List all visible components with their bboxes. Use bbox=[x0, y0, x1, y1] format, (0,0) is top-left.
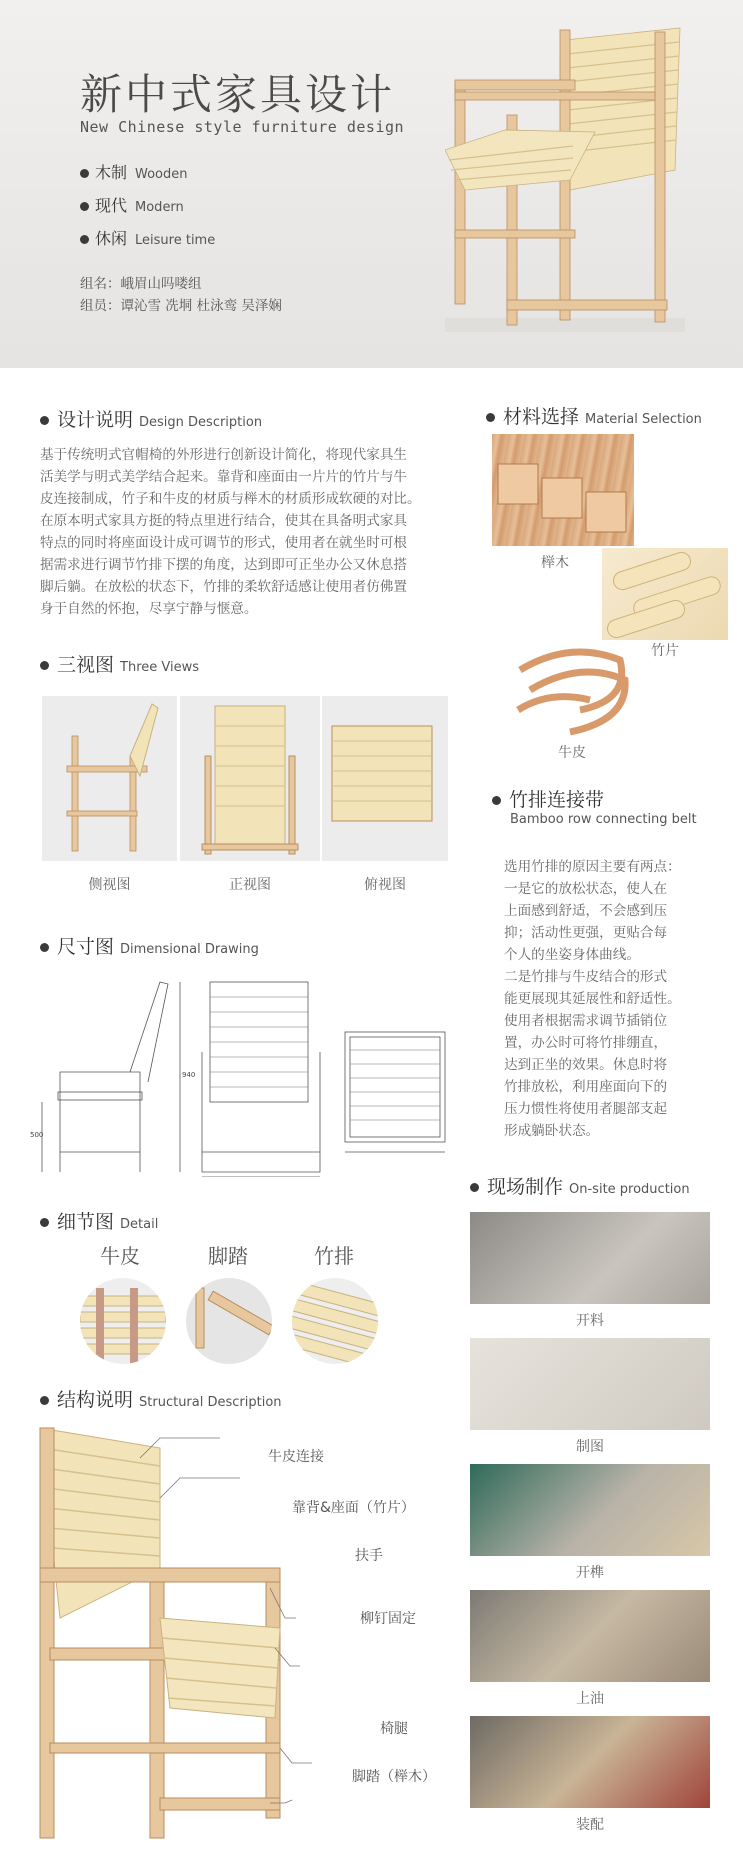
bullet-icon bbox=[40, 1396, 49, 1405]
bullet-icon bbox=[40, 1218, 49, 1227]
bullet-icon bbox=[492, 796, 501, 805]
leather-image bbox=[510, 640, 632, 742]
production-photo-cutting bbox=[470, 1212, 710, 1304]
structure-chair-image bbox=[30, 1418, 360, 1848]
material-label-leather: 牛皮 bbox=[558, 745, 586, 761]
section-heading-dimension: 尺寸图 Dimensional Drawing bbox=[40, 932, 259, 959]
production-label-oiling: 上油 bbox=[576, 1691, 604, 1707]
production-photo-tenon bbox=[470, 1464, 710, 1556]
detail-label-footrest: 脚踏 bbox=[208, 1244, 248, 1268]
callout-leg: 椅腿 bbox=[380, 1721, 408, 1737]
section-heading-three-views: 三视图 Three Views bbox=[40, 650, 199, 677]
detail-leather-image bbox=[80, 1278, 166, 1364]
view-label-top: 俯视图 bbox=[364, 877, 406, 893]
detail-label-bamboo: 竹排 bbox=[314, 1244, 354, 1268]
callout-backrest-seat: 靠背&座面（竹片） bbox=[292, 1500, 415, 1516]
hero-chair-image bbox=[445, 20, 685, 340]
bullet-icon bbox=[470, 1183, 479, 1192]
bullet-icon bbox=[80, 235, 89, 244]
callout-rivet: 柳钉固定 bbox=[360, 1611, 416, 1627]
group-members: 组员：谭沁雪 冼垌 杜泳鸾 吴泽娴 bbox=[80, 298, 282, 314]
section-heading-production: 现场制作 On-site production bbox=[470, 1172, 690, 1199]
dimension-mark-500: 500 bbox=[30, 1131, 44, 1139]
bullet-icon bbox=[40, 943, 49, 952]
production-photo-drafting bbox=[470, 1338, 710, 1430]
bullet-icon bbox=[80, 169, 89, 178]
side-view-image bbox=[42, 696, 177, 861]
callout-footrest: 脚踏（榉木） bbox=[352, 1769, 436, 1785]
dimensional-drawing bbox=[30, 972, 460, 1177]
production-label-assembly: 装配 bbox=[576, 1817, 604, 1833]
bullet-icon bbox=[80, 202, 89, 211]
top-view-image bbox=[322, 696, 448, 861]
page-title: 新中式家具设计 bbox=[80, 70, 396, 119]
group-name: 组名：峨眉山吗喽组 bbox=[80, 276, 202, 292]
tag-wooden: 木制 Wooden bbox=[80, 160, 188, 183]
bamboo-strip-image bbox=[602, 548, 728, 640]
section-heading-belt: 竹排连接带 bbox=[492, 785, 604, 812]
callout-armrest: 扶手 bbox=[355, 1548, 383, 1564]
front-view-image bbox=[180, 696, 320, 861]
design-description: 基于传统明式官帽椅的外形进行创新设计简化，将现代家具生 活美学与明式美学结合起来。靠背和座面由一片片的竹片与牛 皮连接制成，竹子和牛皮的材质与榉木的材质形成软硬的对比。 在原本明式家具方挺的特点里进行结合，使其在具备明式家具 特点的同时将座面设计成可调节的形式，使用者在就坐时可根 据需求进行调节竹排下摆的角度，达到即可正坐办公又休息搭 脚后躺。在放松的状态下，竹排的柔软舒适感让使用者仿佛置 身于自然的怀抱，尽享宁静与惬意。 bbox=[40, 447, 421, 617]
beech-wood-image bbox=[492, 434, 634, 546]
view-label-side: 侧视图 bbox=[88, 877, 131, 893]
section-heading-structure: 结构说明 Structural Description bbox=[40, 1385, 282, 1412]
belt-description: 选用竹排的原因主要有两点： 一是它的放松状态，使人在 上面感到舒适，不会感到压 抑；活动性更强，更贴合每 个人的坐姿身体曲线。 二是竹排与牛皮结合的形式 能更展现其延展性和舒适性。 使用者根据需求调节插销位 置，办公时可将竹排绷直， 达到正坐的效果。休息时将 竹排放松，利用座面向下的 压力惯性将使用者腿部支起 形成躺卧状态。 bbox=[504, 859, 681, 1139]
production-photo-assembly bbox=[470, 1716, 710, 1808]
view-label-front: 正视图 bbox=[229, 877, 271, 893]
dimension-mark-940: 940 bbox=[182, 1071, 196, 1079]
section-heading-design: 设计说明 Design Description bbox=[40, 405, 262, 432]
detail-label-leather: 牛皮 bbox=[100, 1244, 140, 1268]
bullet-icon bbox=[486, 413, 495, 422]
section-heading-material: 材料选择 Material Selection bbox=[486, 402, 702, 429]
page-subtitle: New Chinese style furniture design bbox=[80, 118, 405, 136]
bullet-icon bbox=[40, 416, 49, 425]
detail-footrest-image bbox=[186, 1278, 272, 1364]
bullet-icon bbox=[40, 661, 49, 670]
production-photo-oiling bbox=[470, 1590, 710, 1682]
tag-modern: 现代 Modern bbox=[80, 193, 184, 216]
section-heading-detail: 细节图 Detail bbox=[40, 1207, 158, 1234]
belt-heading-en: Bamboo row connecting belt bbox=[510, 812, 697, 827]
material-label-bamboo: 竹片 bbox=[651, 643, 679, 659]
production-label-tenon: 开榫 bbox=[576, 1565, 604, 1581]
callout-leather-connection: 牛皮连接 bbox=[268, 1449, 324, 1465]
detail-bamboo-image bbox=[292, 1278, 378, 1364]
material-label-beech: 榉木 bbox=[541, 555, 569, 571]
production-label-cutting: 开料 bbox=[576, 1313, 604, 1329]
production-label-drafting: 制图 bbox=[576, 1439, 604, 1455]
tag-leisure: 休闲 Leisure time bbox=[80, 226, 215, 249]
